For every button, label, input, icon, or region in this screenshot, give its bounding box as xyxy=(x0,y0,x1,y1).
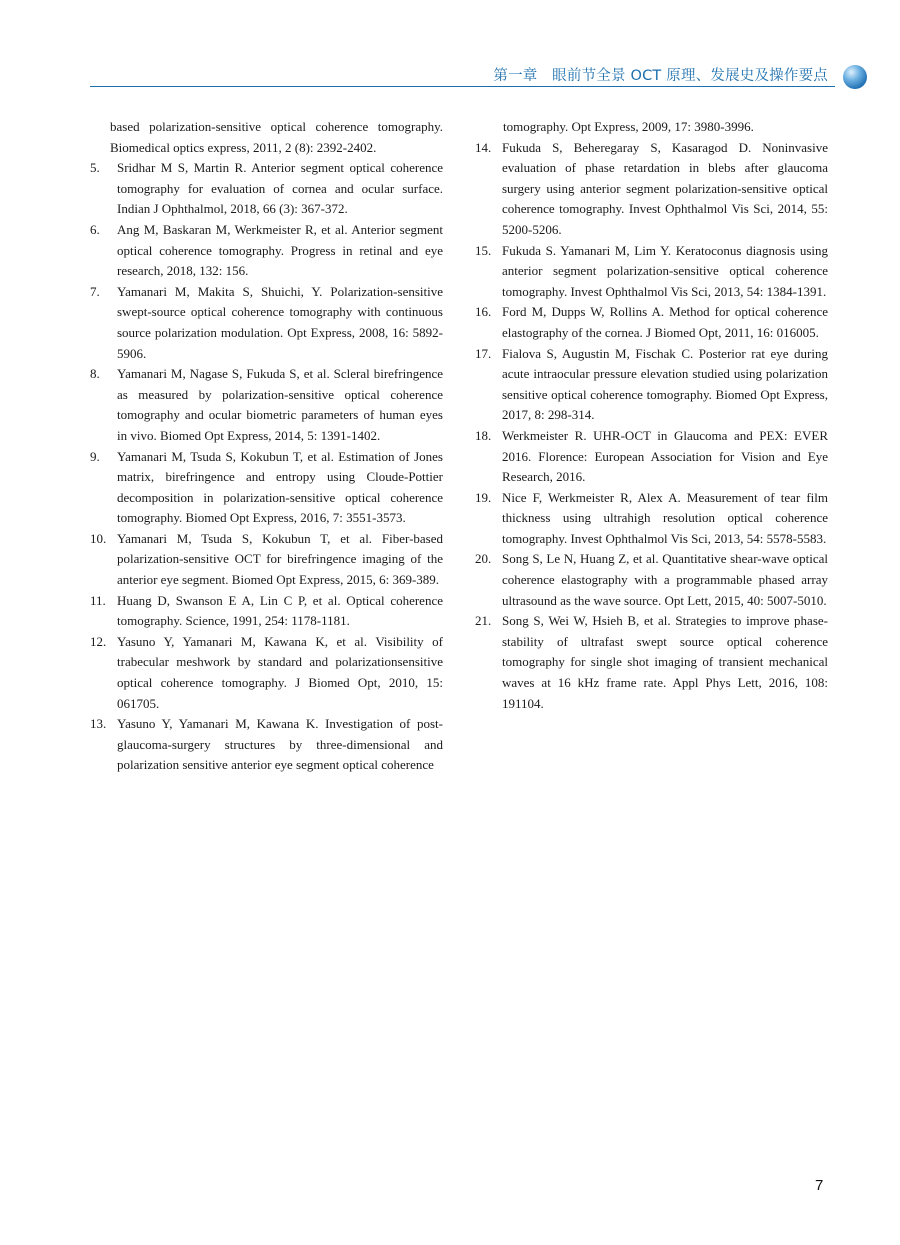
reference-column-right xyxy=(475,117,828,714)
chapter-header-title: 第一章 眼前节全景 OCT 原理、发展史及操作要点 xyxy=(493,68,828,84)
reference-number: 21. xyxy=(475,613,492,629)
reference-item xyxy=(90,632,443,714)
header-sphere-icon xyxy=(843,65,867,89)
reference-column-left xyxy=(90,117,443,776)
reference-item xyxy=(90,158,443,220)
reference-text: Yamanari M, Nagase S, Fukuda S, et al. Scleral birefringence as measured by polarization-sensitive optical coherence tomography and ocular biometric parameters of human eyes in vivo. Biomed Opt Express, 2014, 5: 1391-1402. xyxy=(117,366,443,443)
reference-text: Yasuno Y, Yamanari M, Kawana K. Investigation of post-glaucoma-surgery structures by three-dimensional and polarization sensitive anterior eye segment optical coherence xyxy=(117,716,443,773)
reference-item xyxy=(475,488,828,550)
reference-number: 17. xyxy=(475,345,492,361)
reference-item xyxy=(475,549,828,611)
reference-item xyxy=(90,529,443,591)
reference-item xyxy=(90,447,443,529)
reference-text: Werkmeister R. UHR-OCT in Glaucoma and PEX: EVER 2016. Florence: European Association for Vision and Eye Research, 2016. xyxy=(502,427,828,485)
reference-item xyxy=(475,302,828,343)
reference-number: 12. xyxy=(90,633,107,649)
reference-number: 14. xyxy=(475,139,492,155)
reference-number: 10. xyxy=(90,530,107,546)
reference-text: Sridhar M S, Martin R. Anterior segment optical coherence tomography for evaluation of cornea and ocular surface. Indian J Ophthalmol, 2018, 66 (3): 367-372. xyxy=(117,160,443,217)
reference-number: 16. xyxy=(475,304,492,320)
reference-item xyxy=(475,138,828,241)
reference-text: Ang M, Baskaran M, Werkmeister R, et al. Anterior segment optical coherence tomography. Progress in retinal and eye research, 2018, 132: 156. xyxy=(117,221,443,279)
reference-item xyxy=(90,714,443,776)
reference-number: 20. xyxy=(475,551,492,567)
reference-number: 6. xyxy=(90,221,100,237)
reference-continuation: tomography. Opt Express, 2009, 17: 3980-3996. xyxy=(503,119,754,134)
reference-item xyxy=(475,611,828,714)
page-number: 7 xyxy=(815,1177,824,1194)
reference-number: 19. xyxy=(475,489,492,505)
reference-text: Yamanari M, Tsuda S, Kokubun T, et al. Estimation of Jones matrix, birefringence and entropy using Cloude-Pottier decomposition in polarization-sensitive optical coherence tomography. Biomed Opt Express, 2016, 7: 3551-3573. xyxy=(117,448,443,526)
reference-number: 11. xyxy=(90,592,106,608)
reference-item xyxy=(475,241,828,303)
reference-item xyxy=(90,364,443,446)
reference-item xyxy=(475,426,828,488)
reference-number: 7. xyxy=(90,283,100,299)
reference-number: 13. xyxy=(90,716,107,732)
reference-number: 9. xyxy=(90,448,100,464)
reference-number: 18. xyxy=(475,427,492,443)
reference-text: Yasuno Y, Yamanari M, Kawana K, et al. Visibility of trabecular meshwork by standard and polarizationsensitive optical coherence tomography. J Biomed Opt, 2010, 15: 061705. xyxy=(117,633,443,711)
reference-text: Yamanari M, Tsuda S, Kokubun T, et al. Fiber-based polarization-sensitive OCT for birefringence imaging of the anterior eye segment. Biomed Opt Express, 2015, 6: 369-389. xyxy=(117,530,443,588)
reference-text: Fialova S, Augustin M, Fischak C. Posterior rat eye during acute intraocular pressure elevation studied using polarization sensitive optical coherence tomography. Biomed Opt Express, 2017, 8: 298-314. xyxy=(502,345,828,423)
reference-number: 8. xyxy=(90,366,100,382)
reference-text: Ford M, Dupps W, Rollins A. Method for optical coherence elastography of the cornea. J Biomed Opt, 2011, 16: 016005. xyxy=(502,304,828,340)
reference-text: Song S, Le N, Huang Z, et al. Quantitative shear-wave optical coherence elastography with a programmable phased array ultrasound as the wave source. Opt Lett, 2015, 40: 5007-5010. xyxy=(502,551,828,608)
reference-text: Huang D, Swanson E A, Lin C P, et al. Optical coherence tomography. Science, 1991, 254: 1178-1181. xyxy=(117,592,443,629)
reference-number: 15. xyxy=(475,242,492,258)
reference-continuation: based polarization-sensitive optical coherence tomography. Biomedical optics express, 2011, 2 (8): 2392-2402. xyxy=(110,119,443,155)
header-divider xyxy=(90,86,835,87)
reference-item xyxy=(475,344,828,426)
reference-text: Nice F, Werkmeister R, Alex A. Measurement of tear film thickness using ultrahigh resolution optical coherence tomography. Invest Ophthalmol Vis Sci, 2013, 54: 5578-5583. xyxy=(502,489,828,546)
reference-text: Fukuda S. Yamanari M, Lim Y. Keratoconus diagnosis using anterior segment polarization-sensitive optical coherence tomography. Invest Ophthalmol Vis Sci, 2013, 54: 1384-1391. xyxy=(502,242,828,299)
reference-item xyxy=(90,220,443,282)
reference-text: Song S, Wei W, Hsieh B, et al. Strategies to improve phase-stability of ultrafast swept source optical coherence tomography for single shot imaging of transient mechanical waves at 16 kHz frame rate. Appl Phys Lett, 2016, 108: 191104. xyxy=(502,613,828,711)
reference-text: Yamanari M, Makita S, Shuichi, Y. Polarization-sensitive swept-source optical coherence tomography with continuous source polarization modulation. Opt Express, 2008, 16: 5892-5906. xyxy=(117,283,443,361)
reference-number: 5. xyxy=(90,160,100,176)
reference-item xyxy=(90,591,443,632)
reference-item xyxy=(90,282,443,364)
reference-text: Fukuda S, Beheregaray S, Kasaragod D. Noninvasive evaluation of phase retardation in blebs after glaucoma surgery using anterior segment polarization-sensitive optical coherence tomography. Invest Ophthalmol Vis Sci, 2014, 55: 5200-5206. xyxy=(502,139,828,237)
